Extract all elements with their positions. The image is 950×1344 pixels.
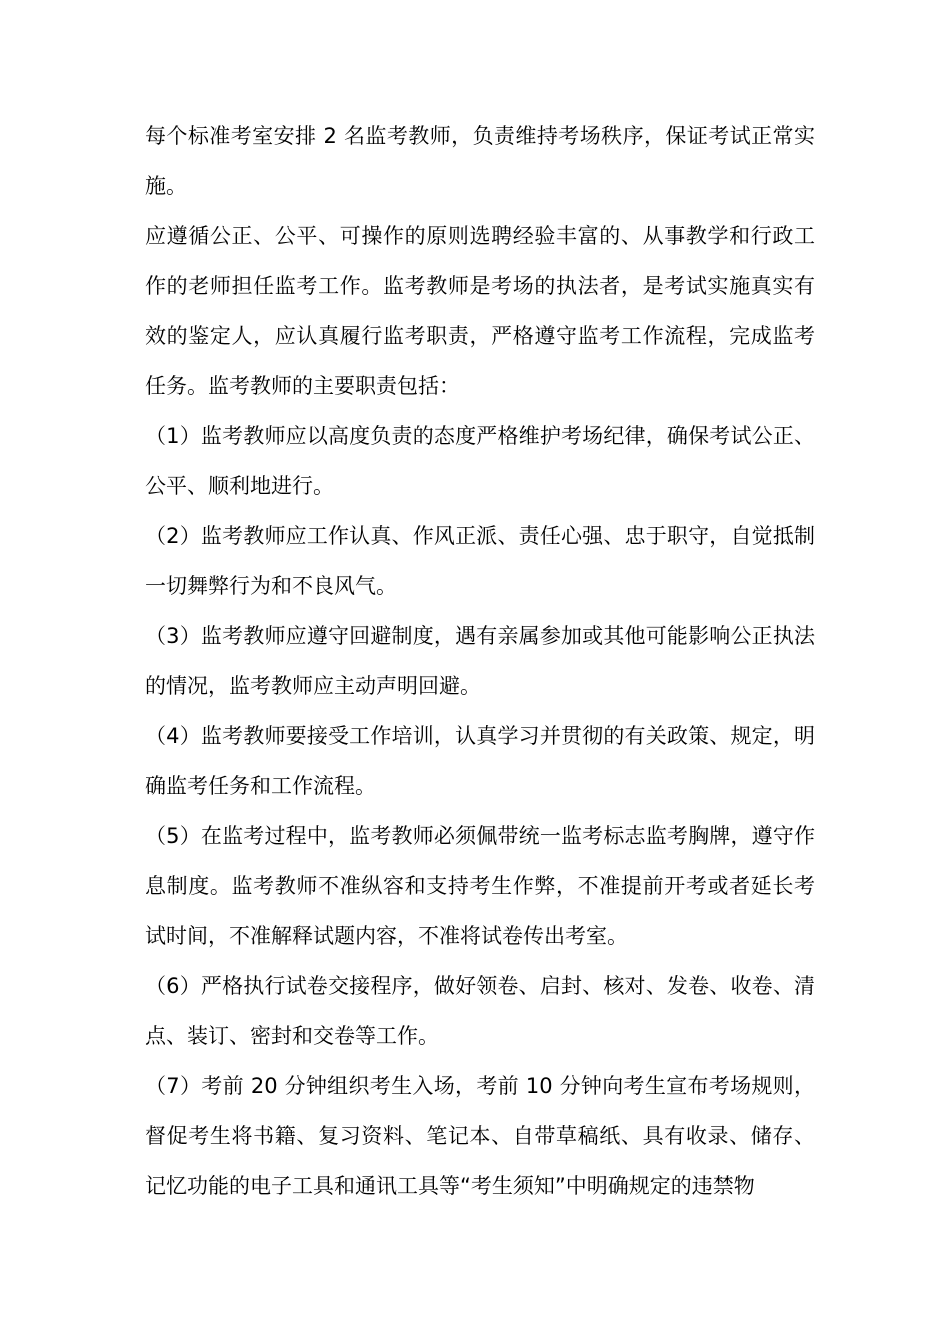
paragraph-duty-4: （4）监考教师要接受工作培训，认真学习并贯彻的有关政策、规定，明确监考任务和工作流程。 <box>145 724 815 798</box>
document-body <box>145 111 815 1211</box>
paragraph-duty-5: （5）在监考过程中，监考教师必须佩带统一监考标志监考胸牌，遵守作息制度。监考教师不准纵容和支持考生作弊，不准提前开考或者延长考试时间，不准解释试题内容，不准将试卷传出考室。 <box>145 824 815 948</box>
paragraph-duty-7: （7）考前 20 分钟组织考生入场，考前 10 分钟向考生宣布考场规则，督促考生将书籍、复习资料、笔记本、自带草稿纸、具有收录、储存、记忆功能的电子工具和通讯工具等“考生须知”中明确规定的违禁物 <box>145 1074 815 1198</box>
paragraph-invigilator-selection: 应遵循公正、公平、可操作的原则选聘经验丰富的、从事教学和行政工作的老师担任监考工作。监考教师是考场的执法者，是考试实施真实有效的鉴定人，应认真履行监考职责，严格遵守监考工作流程，完成监考任务。监考教师的主要职责包括： <box>145 224 815 398</box>
paragraph-duty-1: （1）监考教师应以高度负责的态度严格维护考场纪律，确保考试公正、公平、顺利地进行。 <box>145 424 815 498</box>
paragraph-duty-3: （3）监考教师应遵守回避制度，遇有亲属参加或其他可能影响公正执法的情况，监考教师应主动声明回避。 <box>145 624 815 698</box>
paragraph-duty-6: （6）严格执行试卷交接程序，做好领卷、启封、核对、发卷、收卷、清点、装订、密封和交卷等工作。 <box>145 974 815 1048</box>
paragraph-duty-2: （2）监考教师应工作认真、作风正派、责任心强、忠于职守，自觉抵制一切舞弊行为和不良风气。 <box>145 524 815 598</box>
paragraph-exam-room-staffing: 每个标准考室安排 2 名监考教师，负责维持考场秩序，保证考试正常实施。 <box>145 124 815 198</box>
